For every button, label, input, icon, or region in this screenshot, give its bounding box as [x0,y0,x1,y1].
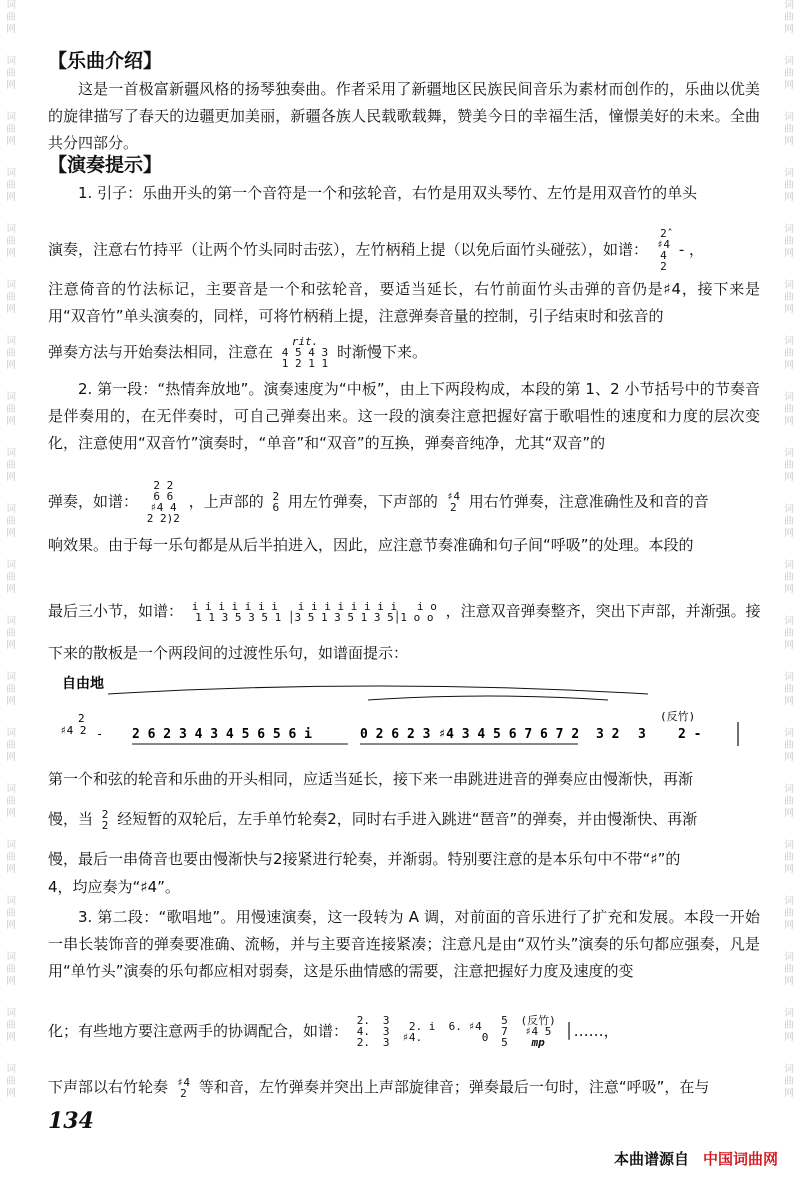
watermark-text: 词曲网 [6,112,16,147]
watermark-text: 词曲网 [784,504,794,539]
notation-row: 3 [382,1025,390,1038]
notation-row: 4. [356,1025,371,1038]
watermark-text: 词曲网 [6,952,16,987]
notation-upper-voice [273,491,280,513]
watermark-text: 词曲网 [784,448,794,483]
watermark-text: 词曲网 [6,56,16,91]
notation-row: 2 [450,501,457,514]
tips-p2-line6 [48,600,760,623]
notation-row: 2. [356,1036,371,1049]
notation-row: 4 [660,249,667,262]
tips-p4-line4 [48,1015,760,1048]
notation-last-bars [192,601,437,623]
tips-p2-line4-end: 用右竹弹奏，注意准确性及和音的音 [468,492,709,511]
notation-melody [402,1021,488,1043]
notation-chord-b [383,1015,390,1048]
watermark-text: 词曲网 [784,784,794,819]
watermark-text: 词曲网 [784,280,794,315]
watermark-text: 词曲网 [6,840,16,875]
watermark-text: 词曲网 [6,560,16,595]
tips-p3-line2-end: 经短暂的双轮后，左手单竹轮奏2，同时右手进入跳进“琶音”的弹奏，并由慢渐快、再渐 [117,810,698,828]
notation-row: 2 2)2 [146,512,180,525]
watermark-text: 词曲网 [784,840,794,875]
watermark-text: 词曲网 [6,672,16,707]
watermark-text: 词曲网 [784,616,794,651]
watermark-text: 词曲网 [784,728,794,763]
watermark-text: 词曲网 [6,1008,16,1043]
phrase-slur [368,696,608,700]
notation-row: 4 5 4 3 [281,346,329,359]
phrase-slur [108,686,648,694]
watermark-text: 词曲网 [784,0,794,35]
notation-row: ♯4 [656,238,671,251]
intro-paragraph: 这是一首极富新疆风格的扬琴独奏曲。作者采用了新疆地区民族民间音乐为素材而创作的，乐曲以优美的旋律描写了春天的边疆更加美丽，新疆各族人民载歌载舞，赞美今日的幸福生活，憧憬美好的未来。全曲共分四部分。 [48,80,760,152]
notation-row: i i i i i i i i i i i i i i i i o [191,599,437,613]
watermark-text: 词曲网 [784,672,794,707]
tips-p2-text: 2. 第一段：“热情奔放地”。演奏速度为“中板”，由上下两段构成，本段的第 1、2 小节括号中的节奏音是伴奏用的，在无伴奏时，可自己弹奏出来。这一段的演奏注意把握好富于歌唱性的速度和力度的层次变化，注意使用“双音竹”演奏时，“单音”和“双音”的互换，弹奏音纯净，尤其“双音”的 [48,380,760,452]
notation-row: 6 [272,501,280,514]
notation-row: 2. i 6. ♯4 [408,1019,482,1033]
tips-p1-line2-text: 演奏，注意右竹持平（让两个竹头同时击弦），左竹柄稍上提（以免后面竹头碰弦），如谱： [48,240,649,259]
notation-row: 2 2 [153,479,174,492]
tips-p3-line3: 慢，最后一串倚音也要由慢渐快与2接紧进行轮奏，并渐弱。特别要注意的是本乐句中不带“♯”的 [48,850,681,868]
notation-double-stop [147,480,180,524]
watermark-text: 词曲网 [784,224,794,259]
notation-row: 7 [501,1025,508,1038]
tips-p2-line4-text: 弹奏，如谱： [48,492,139,511]
tips-p4-line4-end: │……， [564,1022,619,1040]
notation-row: ♯4 [446,490,460,503]
score-start-chord: ♯4 2 [60,724,87,737]
notation-row: 2 [180,1086,187,1100]
fanzhu-mark: (反竹) [520,1014,556,1027]
tips-p1-line5-text: 弹奏方法与开始奏法相同，注意在 [48,343,274,361]
watermark-text: 词曲网 [784,1008,794,1043]
rit-mark: rit. [291,335,319,348]
watermark-text: 词曲网 [6,224,16,259]
tips-p1-line3: 注意倚音的竹法标记，主要音是一个和弦轮音，要适当延长，右竹前面竹头击弹的音仍是♯4，接下来是用“双音竹”单头演奏的，同样，可将竹柄稍上提，注意弹奏音量的控制，引子结束时和弦音的 [48,280,760,325]
notation-row: 3 [382,1036,390,1049]
score-excerpt-free-tempo [48,672,760,782]
score-end-1: 3 2 [596,727,620,742]
notation-row: 5 [501,1036,508,1049]
tips-p3-line2-text: 慢，当 [48,810,94,828]
notation-row: 2 [101,807,109,821]
watermark-text: 词曲网 [6,0,16,35]
score-dash: - [96,727,104,741]
notation-row: 2̂ [660,227,667,240]
notation-lower-trill [177,1077,190,1099]
watermark-text: 词曲网 [784,896,794,931]
right-watermark-strip [780,0,798,1201]
watermark-text: 词曲网 [784,112,794,147]
watermark-text: 词曲网 [784,1064,794,1099]
page-content [48,40,760,1160]
watermark-text: 词曲网 [784,392,794,427]
tips-p1-line5-end: 时渐慢下来。 [336,343,427,361]
mp-mark: mp [531,1036,545,1049]
notation-chord-2-2 [102,809,109,831]
notation-tail: - [678,240,685,259]
notation-row: 3 [382,1014,390,1027]
watermark-text: 词曲网 [6,280,16,315]
watermark-text: 词曲网 [784,952,794,987]
watermark-text: 词曲网 [6,392,16,427]
score-final-note: 2 - [678,727,702,742]
score-svg [48,672,760,782]
notation-row: ♯4 5 [524,1025,552,1038]
tips-p5-line [48,1076,760,1099]
notation-fanzhu [521,1015,556,1048]
watermark-text: 词曲网 [784,168,794,203]
notation-chord-a [357,1015,370,1048]
tips-p3-line1: 第一个和弦的轮音和乐曲的开头相同，应适当延长，接下来一串跳进进音的弹奏应由慢渐快，再渐 [48,770,694,788]
tips-p2-line4 [48,480,760,524]
notation-row: ♯4 4 [150,501,177,514]
tips-p1-line5 [48,336,760,369]
notation-row: 1 2 1 1 [281,357,329,370]
watermark-text: 词曲网 [6,784,16,819]
tips-p2-line7: 下来的散板是一个两段间的过渡性乐句，如谱面提示： [48,644,409,662]
notation-rit-phrase [282,336,328,369]
notation-row: ♯4 [176,1075,191,1089]
footer-brand-link[interactable]: 中国词曲网 [702,1150,778,1168]
notation-row: 1 1 3 5 3 5 1 │3 5 1 3 5 1 3 5│1 o o [195,610,434,624]
tips-p5-line-text: 下声部以右竹轮奏 [48,1078,169,1096]
tips-p1-line2 [48,228,760,272]
score-pedal-mark: (反竹) [660,710,696,723]
watermark-text: 词曲网 [6,728,16,763]
watermark-text: 词曲网 [784,56,794,91]
section-heading-intro: 【乐曲介绍】 [48,50,163,72]
tips-p1-line1: 1. 引子：乐曲开头的第一个音符是一个和弦轮音，右竹是用双头琴竹、左竹是用双音竹的单头 [78,184,698,202]
notation-intro-chord [657,228,670,272]
tips-p1-line2-end: ， [689,240,705,259]
tips-p3-line2 [48,808,760,831]
tips-p2-line5: 响效果。由于每一乐句都是从后半拍进入，因此，应注意节奏准确和句子间“呼吸”的处理。本段的 [48,536,694,554]
notation-row: 2 [101,818,109,832]
page-number: 134 [48,1108,94,1134]
tips-p4-text: 3. 第二段：“歌唱地”。用慢速演奏，这一段转为 A 调，对前面的音乐进行了扩充和发展。本段一开始一串长装饰音的弹奏要准确、流畅，并与主要音连接紧凑；注意凡是由“双竹头”演奏的乐句都应强奏，凡是用“单竹头”演奏的乐句都应相对弱奏，这是乐曲情感的需要，注意把握好力度及速度的变 [48,908,760,980]
watermark-text: 词曲网 [6,168,16,203]
watermark-text: 词曲网 [6,896,16,931]
tips-p5-line-end: 等和音，左竹弹奏并突出上声部旋律音；弹奏最后一句时，注意“呼吸”，在与 [198,1078,710,1096]
watermark-text: 词曲网 [784,336,794,371]
score-run-1: 2 6 2 3 4 3 4 5 6 5 6 i [132,727,313,742]
notation-row: 5 [501,1014,508,1027]
tips-p2-line4-mid2: 用左竹弹奏，下声部的 [287,492,438,511]
tips-p2-line4-mid: ，上声部的 [188,492,264,511]
watermark-text: 词曲网 [6,616,16,651]
watermark-text: 词曲网 [6,448,16,483]
watermark-text: 词曲网 [6,336,16,371]
watermark-text: 词曲网 [784,560,794,595]
notation-row: 2 [660,260,667,273]
notation-chord-c [501,1015,508,1048]
tips-p2-line6-text: 最后三小节，如谱： [48,602,184,620]
score-run-2: 0 2 6 2 3 ♯4 3 4 5 6 7 6 7 2 [360,727,580,742]
tips-p2-line6-end: ，注意双音弹奏整齐，突出下声部，并渐强。接 [445,602,761,620]
notation-row: 6 6 [153,490,174,503]
footer-source-label: 本曲谱源自 [613,1150,689,1168]
notation-lower-voice [447,491,460,513]
notation-row: 2. [356,1014,371,1027]
watermark-text: 词曲网 [6,504,16,539]
score-start-chord-top: 2 [78,712,85,725]
notation-row: ♯4. 0 [402,1030,489,1044]
left-watermark-strip [2,0,20,1201]
notation-row: 2 [272,490,280,503]
section-heading-tips: 【演奏提示】 [48,154,163,176]
tips-p4-line4-text: 化；有些地方要注意两手的协调配合，如谱： [48,1022,349,1040]
score-end-2: 3 [638,727,646,742]
score-tempo-label: 自由地 [62,676,104,692]
tips-p3-line4: 4，均应奏为“♯4”。 [48,878,180,896]
watermark-text: 词曲网 [6,1064,16,1099]
footer-source [614,1148,778,1169]
